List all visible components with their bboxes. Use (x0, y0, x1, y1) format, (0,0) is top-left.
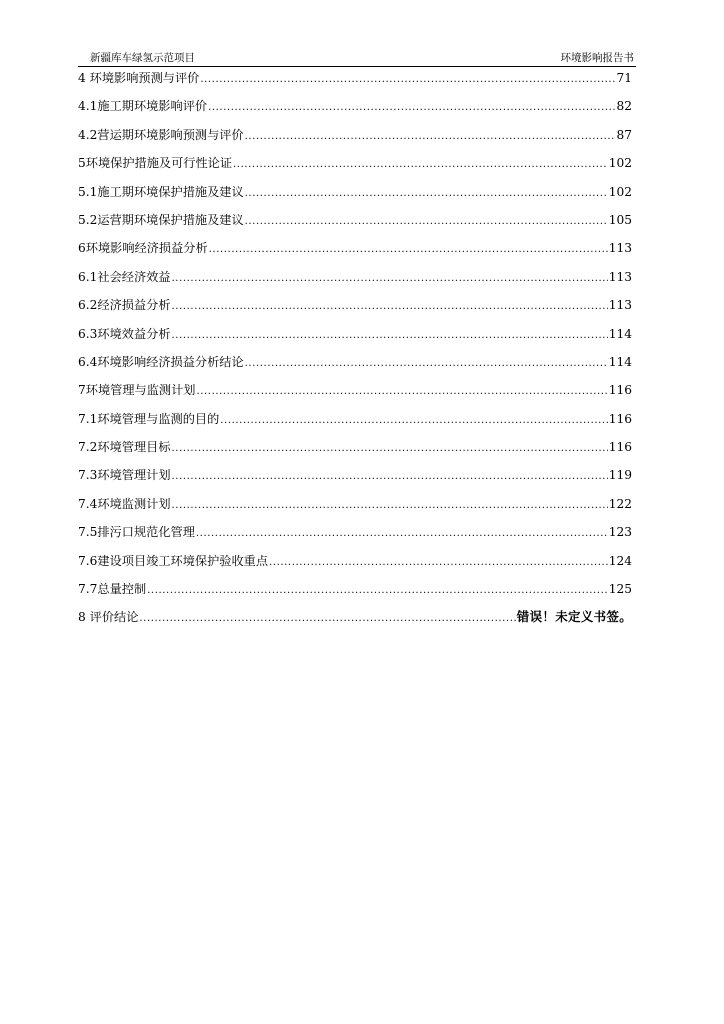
toc-leader-dots (245, 125, 616, 149)
toc-entry-page: 119 (608, 468, 632, 483)
toc-entry[interactable] (78, 463, 632, 491)
toc-leader-dots (172, 295, 608, 319)
toc-leader-dots (172, 465, 608, 489)
toc-leader-dots (245, 182, 608, 206)
toc-entry-page: 113 (608, 241, 632, 256)
toc-entry[interactable] (78, 605, 632, 633)
toc-entry-page: 114 (608, 354, 632, 369)
toc-entry[interactable] (78, 350, 632, 378)
toc-entry-label: 6.4环境影响经济损益分析结论 (78, 354, 244, 369)
toc-leader-dots (196, 380, 607, 404)
toc-leader-dots (139, 607, 515, 631)
toc-entry[interactable] (78, 123, 632, 151)
toc-entry-page: 87 (616, 127, 632, 142)
toc-leader-dots (147, 579, 608, 603)
toc-entry-label: 8 评价结论 (78, 610, 139, 625)
toc-entry-page: 123 (608, 525, 632, 540)
toc-entry-page: 116 (608, 411, 632, 426)
toc-entry-label: 7.3环境管理计划 (78, 468, 171, 483)
toc-leader-dots (172, 494, 608, 518)
table-of-contents (78, 66, 632, 634)
toc-entry[interactable] (78, 151, 632, 179)
toc-leader-dots (233, 153, 608, 177)
toc-leader-dots (200, 68, 615, 92)
toc-entry-label: 6.1社会经济效益 (78, 269, 171, 284)
toc-entry[interactable] (78, 94, 632, 122)
toc-leader-dots (269, 551, 608, 575)
toc-leader-dots (172, 324, 608, 348)
toc-entry-page: 105 (608, 212, 632, 227)
toc-entry-page: 113 (608, 269, 632, 284)
toc-entry[interactable] (78, 435, 632, 463)
toc-leader-dots (196, 522, 608, 546)
toc-entry[interactable] (78, 293, 632, 321)
header-document-type: 环境影响报告书 (560, 52, 634, 64)
toc-entry-page: 114 (608, 326, 632, 341)
toc-leader-dots (172, 267, 608, 291)
toc-entry[interactable] (78, 265, 632, 293)
toc-entry[interactable] (78, 549, 632, 577)
toc-leader-dots (172, 437, 608, 461)
toc-entry[interactable] (78, 236, 632, 264)
toc-entry[interactable] (78, 577, 632, 605)
toc-entry[interactable] (78, 66, 632, 94)
toc-leader-dots (209, 238, 608, 262)
toc-entry-label: 7.1环境管理与监测的目的 (78, 411, 220, 426)
toc-entry-label: 7.5排污口规范化管理 (78, 525, 195, 540)
toc-entry-label: 4.1施工期环境影响评价 (78, 99, 208, 114)
toc-entry-label: 7.7总量控制 (78, 582, 147, 597)
toc-leader-dots (245, 210, 608, 234)
toc-entry[interactable] (78, 407, 632, 435)
toc-entry-page-error: 错误！未定义书签。 (516, 609, 632, 625)
toc-entry-page: 102 (608, 184, 632, 199)
header-project-title: 新疆库车绿氢示范项目 (90, 52, 195, 64)
toc-entry-label: 5.1施工期环境保护措施及建议 (78, 184, 244, 199)
toc-entry-label: 5.2运营期环境保护措施及建议 (78, 212, 244, 227)
toc-entry-label: 6.2经济损益分析 (78, 298, 171, 313)
toc-entry[interactable] (78, 492, 632, 520)
toc-entry-label: 6.3环境效益分析 (78, 326, 171, 341)
toc-entry-page: 116 (608, 383, 632, 398)
page-header (78, 50, 636, 67)
toc-entry[interactable] (78, 180, 632, 208)
toc-entry-label: 4.2营运期环境影响预测与评价 (78, 127, 244, 142)
toc-entry[interactable] (78, 378, 632, 406)
toc-entry-label: 6环境影响经济损益分析 (78, 241, 208, 256)
toc-entry-page: 102 (608, 156, 632, 171)
toc-leader-dots (220, 409, 607, 433)
toc-entry[interactable] (78, 520, 632, 548)
toc-entry-page: 122 (608, 496, 632, 511)
toc-entry-page: 116 (608, 440, 632, 455)
toc-entry-label: 5环境保护措施及可行性论证 (78, 156, 233, 171)
toc-entry-page: 124 (608, 553, 632, 568)
toc-entry-page: 82 (616, 99, 632, 114)
toc-entry-label: 4 环境影响预测与评价 (78, 71, 200, 85)
toc-entry-page: 125 (608, 582, 632, 597)
toc-entry[interactable] (78, 322, 632, 350)
toc-entry-page: 113 (608, 298, 632, 313)
toc-entry[interactable] (78, 208, 632, 236)
toc-entry-label: 7.2环境管理目标 (78, 440, 171, 455)
toc-leader-dots (208, 96, 615, 120)
toc-leader-dots (245, 352, 608, 376)
toc-entry-page: 71 (616, 71, 632, 85)
toc-entry-label: 7.6建设项目竣工环境保护验收重点 (78, 553, 269, 568)
toc-entry-label: 7环境管理与监测计划 (78, 383, 196, 398)
toc-entry-label: 7.4环境监测计划 (78, 496, 171, 511)
